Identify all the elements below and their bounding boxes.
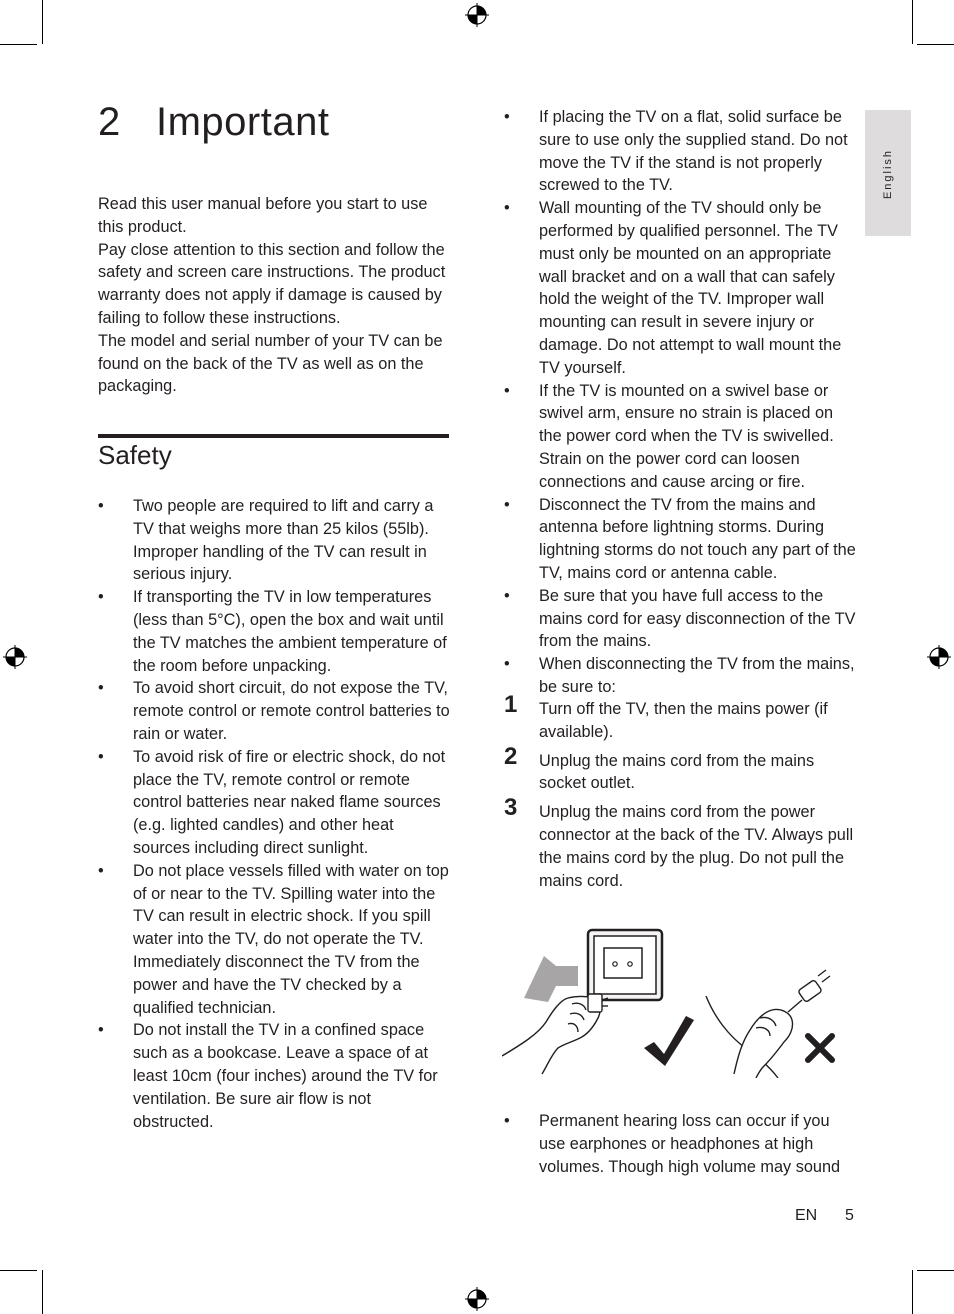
list-item: • Do not place vessels filled with water on top of or near to the TV. Spilling water into the TV can result in electric shock. If you spill water into the TV, do not operate the TV. Immediately disconnect the TV from the power and have the TV checked by a qualified technician. (98, 860, 450, 1020)
wall-socket-icon (588, 930, 662, 1000)
step-number: 1 (504, 691, 518, 718)
step-text: Unplug the mains cord from the power connector at the back of the TV. Always pull the mains cord by the plug. Do not pull the mains cord. (539, 803, 854, 890)
list-item: • To avoid short circuit, do not expose the TV, remote control or remote control batteries to rain or water. (98, 677, 450, 745)
cross-icon (808, 1036, 832, 1060)
hand-pulling-plug-icon (502, 994, 608, 1074)
crop-mark (917, 1270, 954, 1271)
hand-holding-cord-icon (706, 970, 830, 1078)
registration-mark-icon (465, 3, 489, 27)
step-number: 2 (504, 742, 518, 770)
chapter-heading (98, 100, 329, 145)
crop-mark (917, 44, 954, 45)
crop-mark (0, 1270, 37, 1271)
checkmark-icon (644, 1016, 694, 1066)
registration-mark-icon (465, 1287, 489, 1311)
step-text: Turn off the TV, then the mains power (if available). (539, 700, 828, 741)
unplug-illustration (502, 926, 852, 1078)
language-tab-label: English (882, 148, 894, 200)
crop-mark (42, 1270, 43, 1314)
intro-paragraph: Pay close attention to this section and follow the safety and screen care instructions. The product warranty does not apply if damage is caused by failing to follow these instructions. (98, 240, 446, 327)
list-item: • Two people are required to lift and carry a TV that weighs more than 25 kilos (55lb). Improper handling of the TV can result in serious injury. (98, 495, 450, 586)
step-item (504, 691, 856, 744)
section-rule (98, 434, 449, 438)
section-title-safety: Safety (98, 440, 172, 470)
crop-mark (912, 1270, 913, 1314)
list-item: • Disconnect the TV from the mains and antenna before lightning storms. During lightning storms do not touch any part of the TV, mains cord or antenna cable. (504, 494, 856, 585)
chapter-title: Important (156, 100, 330, 144)
intro-text (98, 193, 448, 398)
intro-paragraph: The model and serial number of your TV can be found on the back of the TV as well as on the packaging. (98, 331, 443, 396)
registration-mark-icon (3, 645, 27, 669)
step-item (504, 742, 856, 796)
arrow-icon (524, 956, 578, 1002)
list-item: • Do not install the TV in a confined space such as a bookcase. Leave a space of at least 10cm (four inches) around the TV for ventilation. Be sure air flow is not obstructed. (98, 1019, 450, 1133)
registration-mark-icon (927, 645, 951, 669)
crop-mark (0, 44, 37, 45)
intro-paragraph: Read this user manual before you start to use this product. (98, 195, 428, 236)
step-text: Unplug the mains cord from the mains socket outlet. (539, 751, 815, 793)
disconnect-steps (504, 691, 856, 898)
hearing-list (504, 1110, 856, 1178)
footer-language: EN (795, 1207, 818, 1224)
list-item: • Be sure that you have full access to the mains cord for easy disconnection of the TV from the mains. (504, 585, 856, 653)
right-column-list (504, 106, 856, 699)
crop-mark (42, 0, 43, 44)
step-item (504, 794, 856, 892)
list-item: • If transporting the TV in low temperatures (less than 5°C), open the box and wait until the TV matches the ambient temperature of the room before unpacking. (98, 586, 450, 677)
chapter-number: 2 (98, 100, 121, 144)
list-item: • If the TV is mounted on a swivel base or swivel arm, ensure no strain is placed on the power cord when the TV is swivelled. Strain on the power cord can loosen connections and cause arcing or fire. (504, 380, 856, 494)
step-number: 3 (504, 794, 518, 822)
list-item: • Wall mounting of the TV should only be performed by qualified personnel. The TV must only be mounted on an appropriate wall bracket and on a wall that can safely hold the weight of the TV. Improper wall mounting can result in severe injury or damage. Do not attempt to wall mount the TV yourself. (504, 197, 856, 379)
list-item: • To avoid risk of fire or electric shock, do not place the TV, remote control or remote control batteries near naked flame sources (e.g. lighted candles) and other heat sources including direct sunlight. (98, 746, 450, 860)
list-item: • Permanent hearing loss can occur if you use earphones or headphones at high volumes. Though high volume may sound (504, 1110, 856, 1178)
list-item: • When disconnecting the TV from the mains, be sure to: (504, 653, 856, 699)
crop-mark (912, 0, 913, 44)
list-item: • If placing the TV on a flat, solid surface be sure to use only the supplied stand. Do not move the TV if the stand is not properly screwed to the TV. (504, 106, 856, 197)
safety-list (98, 495, 450, 1133)
page-number: 5 (845, 1207, 854, 1224)
